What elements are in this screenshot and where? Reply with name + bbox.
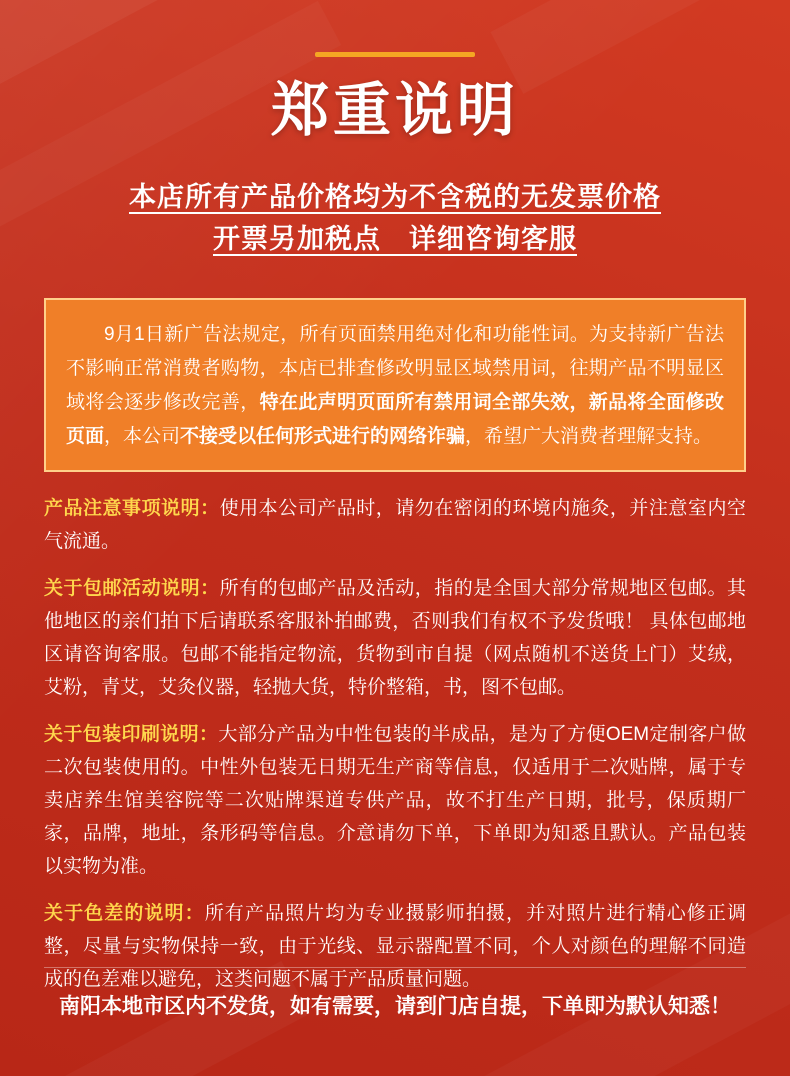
section-body: 大部分产品为中性包装的半成品，是为了方便OEM定制客户做二次包装使用的。中性外包装无日期无生产商等信息，仅适用于二次贴牌，属于专卖店养生馆美容院等二次贴牌渠道专供产品，故不打生产日期，批号，保质期厂家，品牌，地址，条形码等信息。介意请勿下单，下单即为知悉且默认。产品包装以实物为准。: [44, 724, 746, 877]
section-free-shipping: [44, 572, 746, 704]
section-heading: 关于包邮活动说明：: [44, 578, 220, 599]
notice-text-part-1: 9月1日新广告法规定，所有页面禁用绝对化和功能性词。为支持新广告法不影响正常消费者购物，本店已排查修改明显区域禁用词，往期产品不明显区域将会逐步修改完善，: [66, 324, 724, 413]
section-heading: 关于包装印刷说明：: [44, 724, 219, 745]
subtitle-line-1: 本店所有产品价格均为不含税的无发票价格: [129, 182, 661, 212]
section-body: 使用本公司产品时，请勿在密闭的环境内施灸，并注意室内空气流通。: [44, 498, 746, 552]
section-color-difference: [44, 897, 746, 996]
section-body: 所有产品照片均为专业摄影师拍摄，并对照片进行精心修正调整，尽量与实物保持一致，由于光线、显示器配置不同，个人对颜色的理解不同造成的色差难以避免，这类问题不属于产品质量问题。: [44, 903, 746, 990]
section-heading: 关于色差的说明：: [44, 903, 205, 924]
notice-text-bold-1: 特在此声明页面所有禁用词全部失效，新品将全面修改页面: [66, 392, 724, 447]
notice-text-bold-2: 不接受以任何形式进行的网络诈骗: [180, 426, 466, 447]
footer-note: 南阳本地市区内不发货，如有需要，请到门店自提，下单即为默认知悉！: [59, 995, 731, 1018]
policy-sections: [44, 492, 746, 1010]
subtitle-line-2: 开票另加税点 详细咨询客服: [213, 224, 577, 254]
page-subtitle: [0, 176, 790, 260]
section-heading: 产品注意事项说明：: [44, 498, 220, 519]
section-product-precautions: [44, 492, 746, 558]
notice-text-part-3: ，希望广大消费者理解支持。: [465, 426, 713, 447]
section-body: 所有的包邮产品及活动，指的是全国大部分常规地区包邮。其他地区的亲们拍下后请联系客服补拍邮费，否则我们有权不予发货哦！ 具体包邮地区请咨询客服。包邮不能指定物流，货物到市自提（网点随机不送货上门）艾绒，艾粉，青艾，艾灸仪器，轻抛大货，特价整箱，书，图不包邮。: [44, 578, 746, 698]
section-packaging-printing: [44, 718, 746, 883]
page-title: 郑重说明: [270, 78, 519, 143]
notice-text-part-2: ，本公司: [104, 426, 181, 447]
footer-divider: [44, 967, 746, 968]
title-accent-bar: [315, 52, 475, 57]
advertising-law-notice: [44, 298, 746, 472]
